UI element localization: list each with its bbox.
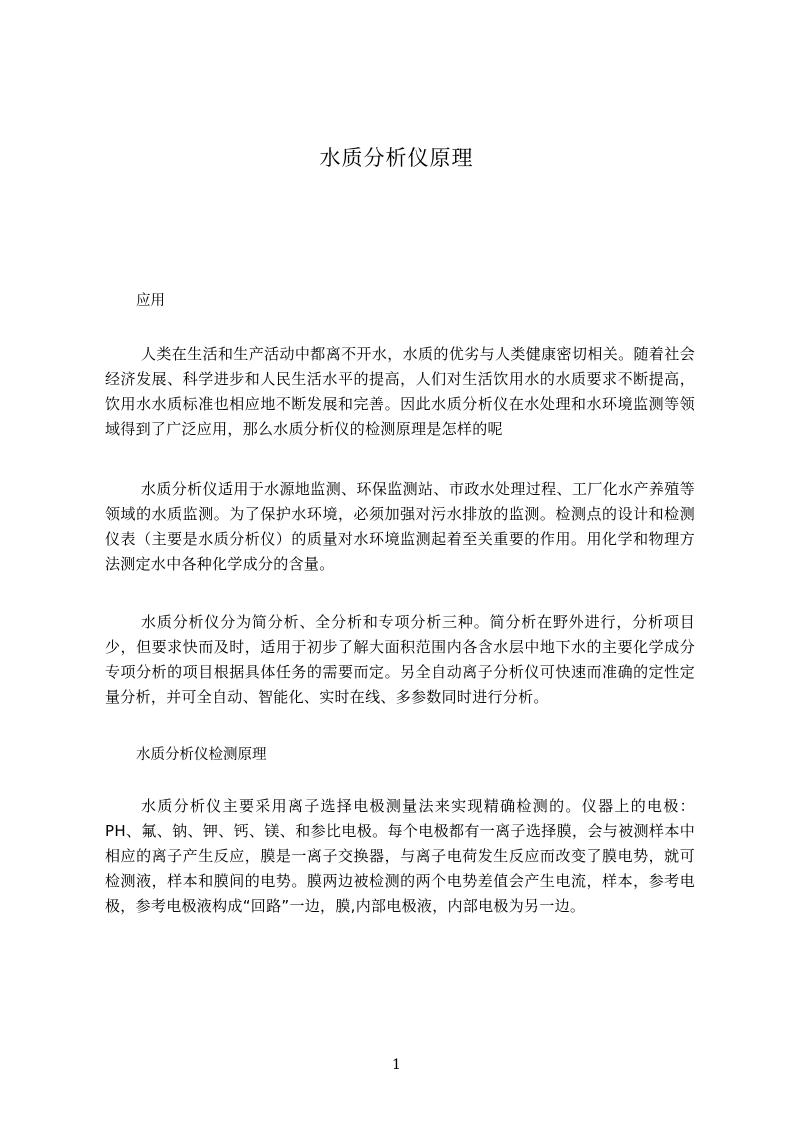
- document-title: 水质分析仪原理: [319, 146, 474, 170]
- paragraph-application-3: 水质分析仪分为简分析、全分析和专项分析三种。简分析在野外进行，分析项目少，但要求快而及时，适用于初步了解大面积范围内各含水层中地下水的主要化学成分专项分析的项目根据具体任务的需要而定。另全自动离子分析仪可快速而准确的定性定量分析，并可全自动、智能化、实时在线、多参数同时进行分析。: [105, 613, 695, 706]
- paragraph-principle-1: 水质分析仪主要采用离子选择电极测量法来实现精确检测的。仪器上的电极： PH、氟、钠、钾、钙、镁、和参比电极。每个电极都有一离子选择膜，会与被测样本中相应的离子产生反应，膜是一离子交换器，与离子电荷发生反应而改变了膜电势，就可检测液，样本和膜间的电势。膜两边被检测的两个电势差值会产生电流，样本，参考电极，参考电极液构成“回路”一边，膜,内部电极液，内部电极为另一边。: [105, 797, 695, 915]
- section-heading-principle: 水质分析仪检测原理: [136, 747, 267, 763]
- paragraph-application-2: 水质分析仪适用于水源地监测、环保监测站、市政水处理过程、工厂化水产养殖等领域的水质监测。为了保护水环境，必须加强对污水排放的监测。检测点的设计和检测仪表（主要是水质分析仪）的质量对水环境监测起着至关重要的作用。用化学和物理方法测定水中各种化学成分的含量。: [105, 480, 695, 573]
- section-heading-application: 应用: [136, 293, 165, 309]
- paragraph-application-1: 人类在生活和生产活动中都离不开水，水质的优劣与人类健康密切相关。随着社会经济发展、科学进步和人民生活水平的提高，人们对生活饮用水的水质要求不断提高，饮用水水质标准也相应地不断发展和完善。因此水质分析仪在水处理和水环境监测等领域得到了广泛应用，那么水质分析仪的检测原理是怎样的呢: [105, 345, 695, 438]
- page-number: 1: [392, 1057, 401, 1073]
